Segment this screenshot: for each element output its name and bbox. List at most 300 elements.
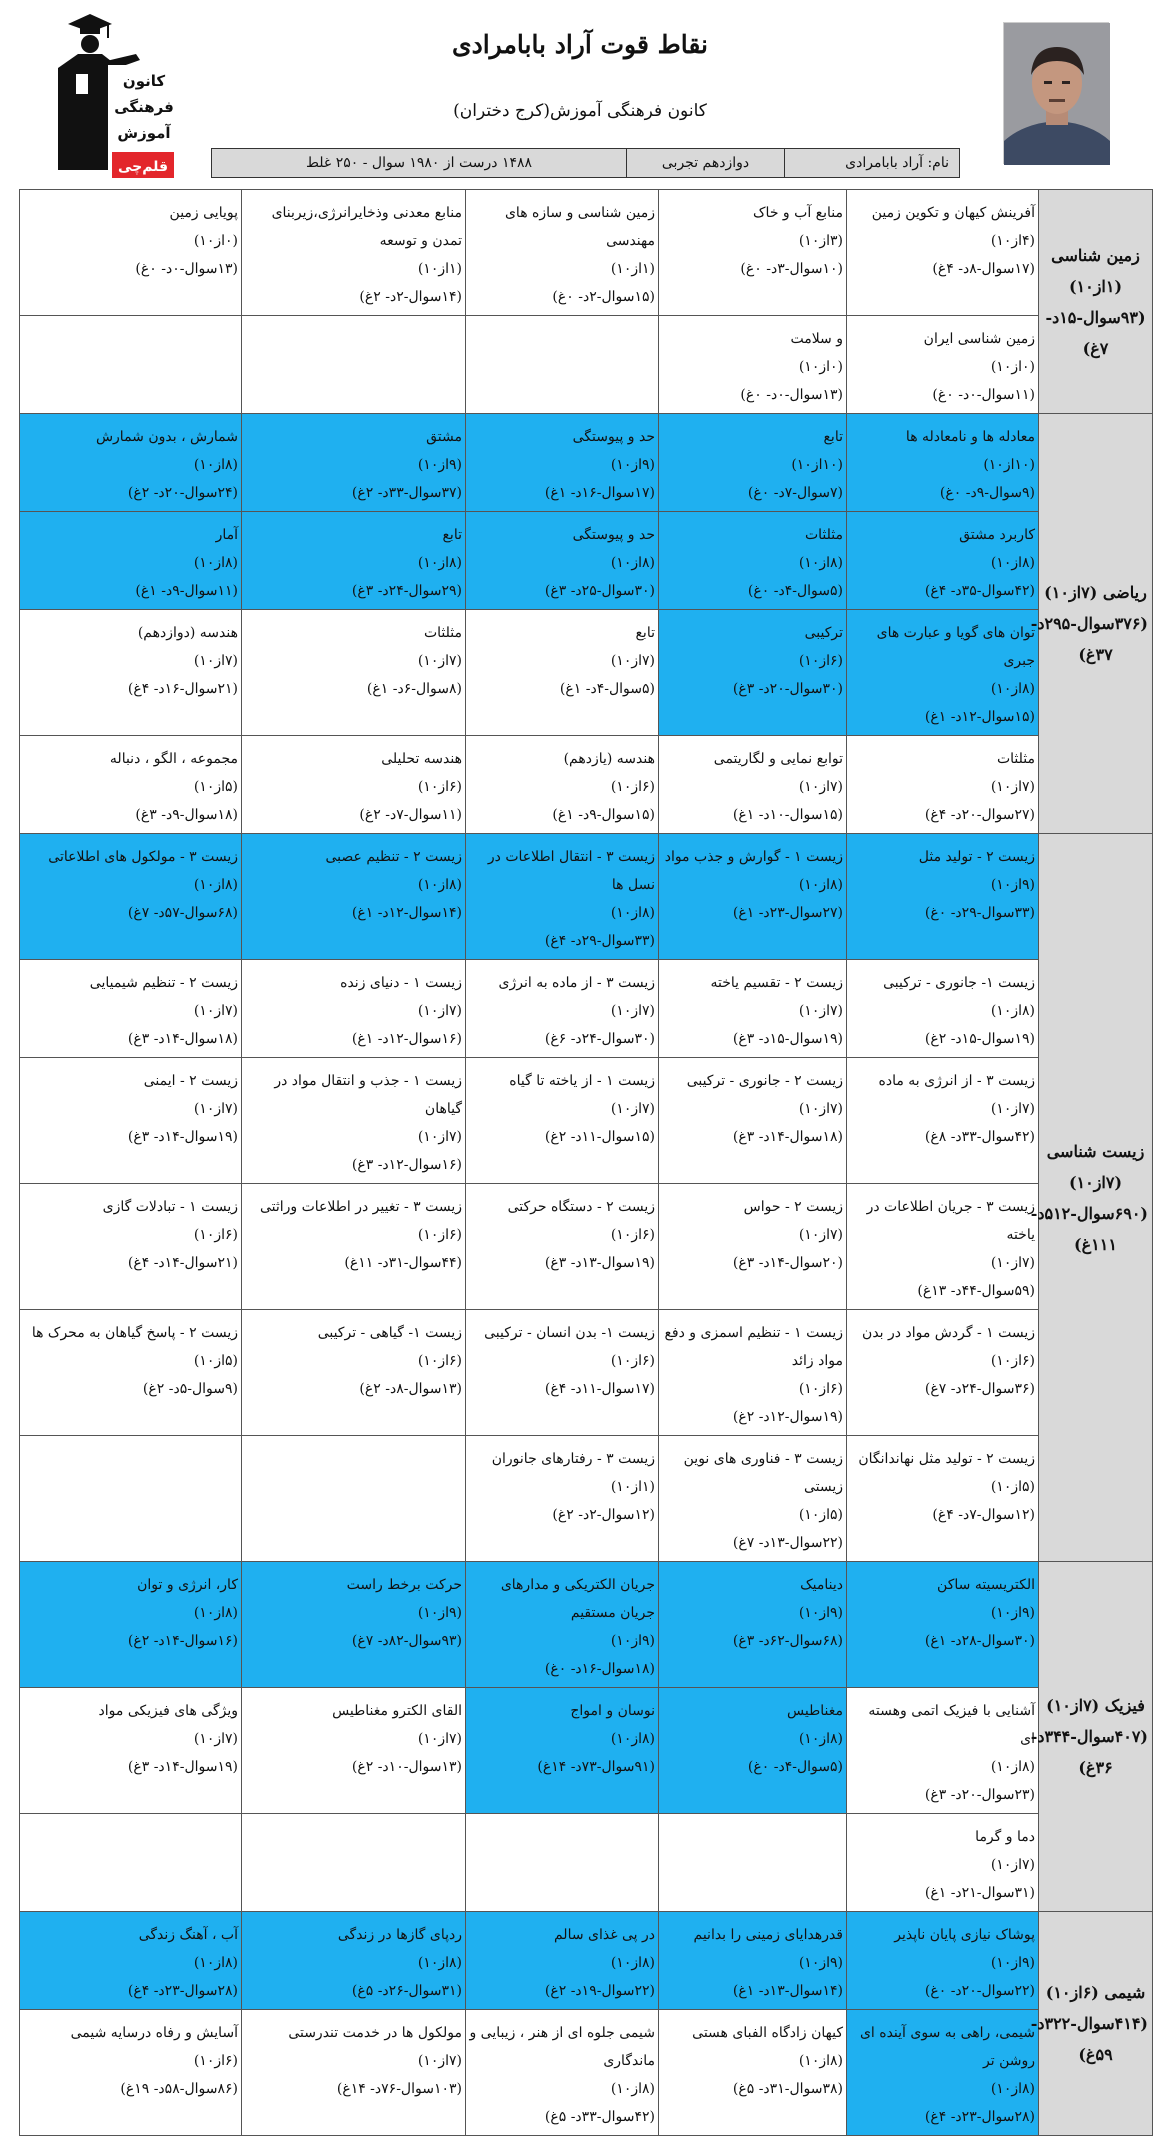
- topic-name: پویایی زمین: [169, 205, 238, 221]
- table-row: [20, 1814, 1153, 1912]
- topic-stats: (۱۱سوال-۷د- ۲غ): [359, 807, 462, 823]
- topic-name: مشتق: [426, 429, 462, 445]
- topic-stats: (۴۲سوال-۳۳د- ۵غ): [544, 2109, 655, 2125]
- topic-cell: [847, 834, 1039, 960]
- topic-cell: [242, 1688, 466, 1814]
- table-row: [20, 1688, 1153, 1814]
- topic-cell: [466, 190, 659, 316]
- subject-stats: (۹۳سوال-۱۵د- ۷غ): [1045, 307, 1146, 358]
- topic-cell: [20, 414, 242, 512]
- topic-name: زیست ۳ - مولکول های اطلاعاتی: [48, 849, 238, 865]
- student-grade: دوازدهم تجربی: [626, 149, 784, 177]
- table-row: [20, 414, 1153, 512]
- topic-name: آشنایی با فیزیک اتمی وهسته ای: [868, 1703, 1035, 1747]
- topic-cell: [847, 1058, 1039, 1184]
- topic-score: (۷از۱۰): [193, 1101, 238, 1117]
- topic-cell: [242, 190, 466, 316]
- topic-cell: [20, 1184, 242, 1310]
- topic-name: نوسان و امواج: [570, 1703, 655, 1719]
- topic-score: (۸از۱۰): [798, 877, 843, 893]
- topic-name: آفرینش کیهان و تکوین زمین: [871, 205, 1035, 221]
- topic-stats: (۵سوال-۴د- ۰غ): [747, 1759, 843, 1775]
- table-row: [20, 1310, 1153, 1436]
- topic-stats: (۲۷سوال-۲۳د- ۱غ): [732, 905, 843, 921]
- topic-stats: (۲۲سوال-۱۹د- ۲غ): [544, 1983, 655, 1999]
- topic-cell: [242, 1184, 466, 1310]
- topic-cell: [20, 1310, 242, 1436]
- topic-score: (۵از۱۰): [798, 1507, 843, 1523]
- topic-cell: [847, 512, 1039, 610]
- page-subtitle: کانون فرهنگی آموزش(کرج دختران): [453, 101, 707, 121]
- topic-score: (۷از۱۰): [798, 1101, 843, 1117]
- topic-score: (۷از۱۰): [417, 1731, 462, 1747]
- topic-cell: [847, 1310, 1039, 1436]
- table-row: [20, 1058, 1153, 1184]
- topic-score: (۷از۱۰): [990, 1101, 1035, 1117]
- overall-stats: ۱۴۸۸ درست از ۱۹۸۰ سوال - ۲۵۰ غلط: [306, 155, 533, 171]
- strengths-table-container: [19, 189, 1152, 2125]
- topic-stats: (۹۳سوال-۸۲د- ۷غ): [351, 1633, 462, 1649]
- topic-cell: [20, 512, 242, 610]
- topic-name: زیست ۲ - تقسیم یاخته: [710, 975, 843, 991]
- topic-stats: (۳۱سوال-۲۶د- ۵غ): [351, 1983, 462, 1999]
- topic-name: زیست ۳ - از انرژی به ماده: [878, 1073, 1035, 1089]
- topic-stats: (۲۲سوال-۲۰د- ۰غ): [924, 1983, 1035, 1999]
- topic-cell: [20, 960, 242, 1058]
- topic-score: (۶از۱۰): [798, 1381, 843, 1397]
- topic-cell: [242, 1310, 466, 1436]
- topic-name: شیمی جلوه ای از هنر ، زیبایی و ماندگاری: [469, 2025, 655, 2069]
- topic-stats: (۱۸سوال-۱۴د- ۳غ): [127, 1031, 238, 1047]
- topic-name: شمارش ، بدون شمارش: [95, 429, 238, 445]
- topic-cell: [20, 190, 242, 316]
- topic-name: آب ، آهنگ زندگی: [138, 1927, 238, 1943]
- topic-score: (۰از۱۰): [798, 359, 843, 375]
- topic-name: زیست ۱ - جذب و انتقال مواد در گیاهان: [274, 1073, 462, 1117]
- topic-stats: (۱۲سوال-۷د- ۴غ): [932, 1507, 1035, 1523]
- topic-cell: [847, 1562, 1039, 1688]
- topic-stats: (۱۲سوال-۲د- ۲غ): [552, 1507, 655, 1523]
- topic-score: (۷از۱۰): [610, 1101, 655, 1117]
- empty-cell: [466, 316, 659, 414]
- topic-stats: (۱۳سوال-۰د- ۰غ): [740, 387, 843, 403]
- topic-stats: (۳۰سوال-۲۵د- ۳غ): [544, 583, 655, 599]
- topic-cell: [659, 736, 847, 834]
- topic-name: زیست ۲ - تولید مثل: [918, 849, 1035, 865]
- topic-score: (۷از۱۰): [990, 1857, 1035, 1873]
- topic-name: حرکت برخط راست: [346, 1577, 462, 1593]
- topic-score: (۸از۱۰): [193, 1955, 238, 1971]
- topic-cell: [20, 1688, 242, 1814]
- topic-cell: [847, 190, 1039, 316]
- topic-score: (۸از۱۰): [193, 457, 238, 473]
- topic-cell: [242, 414, 466, 512]
- topic-cell: [847, 1912, 1039, 2010]
- topic-cell: [466, 414, 659, 512]
- topic-score: (۴از۱۰): [990, 233, 1035, 249]
- topic-stats: (۱۶سوال-۱۴د- ۲غ): [127, 1633, 238, 1649]
- topic-stats: (۳۱سوال-۲۱د- ۱غ): [924, 1885, 1035, 1901]
- topic-stats: (۹سوال-۵د- ۲غ): [142, 1381, 238, 1397]
- topic-cell: [466, 1058, 659, 1184]
- subject-stats: (۴۱۴سوال-۳۲۲د- ۵۹غ): [1030, 2014, 1148, 2064]
- topic-name: مغناطیس: [787, 1703, 843, 1719]
- topic-stats: (۲۱سوال-۱۶د- ۴غ): [127, 681, 238, 697]
- topic-name: زیست ۳ - از ماده به انرژی: [498, 975, 655, 991]
- topic-stats: (۱۶سوال-۱۲د- ۳غ): [351, 1157, 462, 1173]
- topic-cell: [466, 960, 659, 1058]
- topic-score: (۷از۱۰): [798, 1227, 843, 1243]
- logo-text-1: کانون: [122, 72, 166, 90]
- topic-stats: (۲۸سوال-۲۳د- ۴غ): [924, 2109, 1035, 2125]
- topic-stats: (۵۹سوال-۴۴د- ۱۳غ): [917, 1283, 1035, 1299]
- topic-score: (۶از۱۰): [417, 1227, 462, 1243]
- topic-cell: [466, 1688, 659, 1814]
- topic-name: مولکول ها در خدمت تندرستی: [288, 2025, 462, 2041]
- topic-name: زیست ۱ - تبادلات گازی: [102, 1199, 238, 1215]
- topic-stats: (۴۴سوال-۳۱د- ۱۱غ): [344, 1255, 462, 1271]
- topic-cell: [242, 1058, 466, 1184]
- topic-score: (۵از۱۰): [193, 1353, 238, 1369]
- topic-score: (۷از۱۰): [417, 653, 462, 669]
- subject-stats: (۶۹۰سوال-۵۱۲د- ۱۱۱غ): [1030, 1203, 1148, 1254]
- topic-cell: [242, 1562, 466, 1688]
- topic-stats: (۱۰۳سوال-۷۶د- ۱۴غ): [336, 2081, 462, 2097]
- topic-stats: (۱۷سوال-۱۱د- ۴غ): [544, 1381, 655, 1397]
- topic-stats: (۲۹سوال-۲۴د- ۳غ): [351, 583, 462, 599]
- table-row: [20, 736, 1153, 834]
- topic-stats: (۶۸سوال-۵۷د- ۷غ): [127, 905, 238, 921]
- topic-name: هندسه تحلیلی: [381, 751, 462, 767]
- topic-name: آمار: [215, 527, 238, 543]
- topic-score: (۸از۱۰): [417, 1955, 462, 1971]
- topic-name: دما و گرما: [975, 1829, 1035, 1845]
- topic-name: ردپای گازها در زندگی: [337, 1927, 462, 1943]
- subject-cell: [1030, 1562, 1153, 1912]
- topic-score: (۹از۱۰): [990, 877, 1035, 893]
- topic-score: (۷از۱۰): [417, 1129, 462, 1145]
- topic-cell: [20, 736, 242, 834]
- topic-stats: (۱۹سوال-۱۴د- ۳غ): [127, 1759, 238, 1775]
- topic-stats: (۲۲سوال-۱۳د- ۷غ): [732, 1535, 843, 1551]
- topic-name: توان های گویا و عبارت های جبری: [876, 625, 1035, 669]
- topic-cell: [20, 1912, 242, 2010]
- topic-score: (۶از۱۰): [798, 653, 843, 669]
- topic-name: مثلثات: [804, 527, 843, 543]
- topic-score: (۶از۱۰): [610, 779, 655, 795]
- topic-stats: (۳۸سوال-۳۱د- ۵غ): [732, 2081, 843, 2097]
- topic-name: زیست ۳ - تغییر در اطلاعات وراثتی: [259, 1199, 462, 1215]
- topic-cell: [659, 316, 847, 414]
- topic-stats: (۳۶سوال-۲۴د- ۷غ): [924, 1381, 1035, 1397]
- topic-cell: [659, 1058, 847, 1184]
- table-row: [20, 1562, 1153, 1688]
- topic-cell: [242, 610, 466, 736]
- topic-score: (۷از۱۰): [990, 779, 1035, 795]
- topic-stats: (۱۸سوال-۱۴د- ۳غ): [732, 1129, 843, 1145]
- subject-title: زیست شناسی (۷از۱۰): [1046, 1141, 1145, 1192]
- topic-score: (۶از۱۰): [610, 1353, 655, 1369]
- table-row: [20, 2010, 1153, 2136]
- topic-cell: [847, 1814, 1039, 1912]
- topic-name: زیست ۱- جانوری - ترکیبی: [883, 975, 1035, 991]
- topic-cell: [659, 2010, 847, 2136]
- topic-name: زیست ۲ - تنظیم شیمیایی: [89, 975, 238, 991]
- topic-cell: [847, 1688, 1039, 1814]
- topic-name: جریان الکتریکی و مدارهای جریان مستقیم: [500, 1577, 655, 1621]
- kanoon-logo: [50, 10, 180, 182]
- topic-stats: (۱۹سوال-۱۴د- ۳غ): [127, 1129, 238, 1145]
- topic-score: (۱از۱۰): [610, 1479, 655, 1495]
- topic-name: پوشاک نیازی پایان ناپذیر: [894, 1927, 1035, 1943]
- topic-cell: [847, 1436, 1039, 1562]
- empty-cell: [659, 1814, 847, 1912]
- topic-score: (۷از۱۰): [610, 1003, 655, 1019]
- topic-name: زیست ۱- بدن انسان - ترکیبی: [484, 1325, 655, 1341]
- topic-score: (۸از۱۰): [990, 555, 1035, 571]
- student-photo: [1003, 22, 1109, 164]
- topic-score: (۸از۱۰): [798, 555, 843, 571]
- empty-cell: [242, 316, 466, 414]
- subject-title: ریاضی (۷از۱۰): [1044, 583, 1147, 602]
- topic-cell: [659, 610, 847, 736]
- topic-stats: (۳۰سوال-۲۸د- ۱غ): [924, 1633, 1035, 1649]
- table-row: [20, 960, 1153, 1058]
- topic-cell: [242, 736, 466, 834]
- logo-text-2: فرهنگی: [114, 98, 174, 116]
- topic-name: زیست ۱ - دنیای زنده: [340, 975, 462, 991]
- topic-stats: (۱۷سوال-۱۶د- ۱غ): [544, 485, 655, 501]
- topic-name: زمین شناسی ایران: [923, 331, 1035, 347]
- topic-stats: (۱۶سوال-۱۲د- ۱غ): [351, 1031, 462, 1047]
- topic-score: (۳از۱۰): [798, 233, 843, 249]
- topic-stats: (۲۳سوال-۲۰د- ۳غ): [924, 1787, 1035, 1803]
- topic-score: (۸از۱۰): [610, 1955, 655, 1971]
- topic-name: مجموعه ، الگو ، دنباله: [109, 751, 238, 767]
- topic-stats: (۱۴سوال-۲د- ۲غ): [359, 289, 462, 305]
- topic-cell: [847, 610, 1039, 736]
- topic-score: (۹از۱۰): [417, 457, 462, 473]
- topic-stats: (۷سوال-۷د- ۰غ): [747, 485, 843, 501]
- topic-stats: (۹سوال-۹د- ۰غ): [939, 485, 1035, 501]
- topic-cell: [659, 960, 847, 1058]
- topic-stats: (۶۸سوال-۶۲د- ۳غ): [732, 1633, 843, 1649]
- topic-name: تابع: [442, 527, 462, 543]
- topic-name: منابع آب و خاک: [753, 205, 843, 221]
- topic-name: دینامیک: [800, 1577, 843, 1593]
- topic-score: (۷از۱۰): [417, 2053, 462, 2069]
- report-header: [0, 0, 1156, 186]
- topic-cell: [466, 1912, 659, 2010]
- topic-name: زیست ۱- گیاهی - ترکیبی: [317, 1325, 462, 1341]
- topic-cell: [466, 1436, 659, 1562]
- subject-stats: (۴۰۷سوال-۳۴۴د- ۳۶غ): [1030, 1727, 1148, 1777]
- topic-name: حد و پیوستگی: [572, 429, 655, 445]
- topic-cell: [242, 960, 466, 1058]
- topic-cell: [659, 1310, 847, 1436]
- topic-score: (۱۰از۱۰): [791, 457, 843, 473]
- topic-name: هندسه (یازدهم): [563, 751, 655, 767]
- topic-name: زمین شناسی و سازه های مهندسی: [504, 205, 655, 249]
- table-row: [20, 1436, 1153, 1562]
- topic-stats: (۲۷سوال-۲۰د- ۴غ): [924, 807, 1035, 823]
- topic-cell: [659, 414, 847, 512]
- topic-stats: (۱۹سوال-۱۵د- ۳غ): [732, 1031, 843, 1047]
- topic-stats: (۱۱سوال-۹د- ۱غ): [135, 583, 238, 599]
- topic-name: زیست ۳ - انتقال اطلاعات در نسل ها: [487, 849, 655, 893]
- topic-score: (۸از۱۰): [417, 877, 462, 893]
- page-title: نقاط قوت آراد بابامرادی: [452, 30, 708, 59]
- topic-score: (۶از۱۰): [417, 779, 462, 795]
- topic-cell: [847, 2010, 1039, 2136]
- subject-title: شیمی (۶از۱۰): [1045, 1983, 1146, 2002]
- topic-score: (۸از۱۰): [990, 2081, 1035, 2097]
- topic-name: کار، انرژی و توان: [137, 1577, 238, 1593]
- topic-score: (۸از۱۰): [193, 877, 238, 893]
- topic-name: زیست ۲ - جانوری - ترکیبی: [686, 1073, 843, 1089]
- topic-stats: (۱۹سوال-۱۵د- ۲غ): [924, 1031, 1035, 1047]
- logo-text-3: آموزش: [117, 124, 171, 142]
- topic-stats: (۱۵سوال-۱۱د- ۲غ): [544, 1129, 655, 1145]
- topic-score: (۹از۱۰): [990, 1605, 1035, 1621]
- topic-name: زیست ۳ - جریان اطلاعات در یاخته: [866, 1199, 1035, 1243]
- topic-cell: [659, 1562, 847, 1688]
- topic-cell: [466, 1310, 659, 1436]
- topic-cell: [466, 1184, 659, 1310]
- topic-score: (۷از۱۰): [990, 1255, 1035, 1271]
- topic-name: الکتریسیته ساکن: [937, 1577, 1035, 1593]
- topic-score: (۰از۱۰): [193, 233, 238, 249]
- topic-score: (۸از۱۰): [610, 1731, 655, 1747]
- table-row: [20, 316, 1153, 414]
- topic-cell: [242, 1912, 466, 2010]
- topic-name: تابع: [823, 429, 843, 445]
- topic-score: (۷از۱۰): [193, 1731, 238, 1747]
- topic-score: (۹از۱۰): [798, 1605, 843, 1621]
- topic-score: (۹از۱۰): [610, 1633, 655, 1649]
- topic-stats: (۱۳سوال-۱۰د- ۲غ): [351, 1759, 462, 1775]
- subject-title: فیزیک (۷از۱۰): [1046, 1696, 1145, 1715]
- topic-name: شیمی، راهی به سوی آینده ای روشن تر: [859, 2025, 1035, 2069]
- topic-cell: [847, 316, 1039, 414]
- subject-cell: [1030, 414, 1153, 834]
- topic-score: (۶از۱۰): [193, 2053, 238, 2069]
- subject-cell: [1030, 1912, 1153, 2136]
- topic-cell: [242, 834, 466, 960]
- topic-score: (۷از۱۰): [798, 779, 843, 795]
- topic-score: (۷از۱۰): [798, 1003, 843, 1019]
- topic-name: زیست ۲ - تنظیم عصبی: [325, 849, 462, 865]
- empty-cell: [466, 1814, 659, 1912]
- topic-stats: (۱۹سوال-۱۲د- ۲غ): [732, 1409, 843, 1425]
- topic-cell: [659, 834, 847, 960]
- topic-cell: [20, 1058, 242, 1184]
- topic-score: (۸از۱۰): [798, 2053, 843, 2069]
- topic-cell: [20, 2010, 242, 2136]
- strengths-table: [19, 189, 1153, 2136]
- topic-cell: [847, 1184, 1039, 1310]
- table-row: [20, 1912, 1153, 2010]
- topic-score: (۶از۱۰): [193, 1227, 238, 1243]
- topic-name: در پی غذای سالم: [553, 1927, 655, 1943]
- topic-stats: (۳۷سوال-۳۳د- ۲غ): [351, 485, 462, 501]
- topic-stats: (۱۱سوال-۰د- ۰غ): [932, 387, 1035, 403]
- topic-score: (۷از۱۰): [610, 653, 655, 669]
- topic-cell: [847, 736, 1039, 834]
- topic-name: ترکیبی: [804, 625, 843, 641]
- topic-cell: [466, 610, 659, 736]
- topic-stats: (۱۵سوال-۱۰د- ۱غ): [732, 807, 843, 823]
- topic-stats: (۳۳سوال-۲۹د- ۴غ): [544, 933, 655, 949]
- topic-name: زیست ۲ - تولید مثل نهاندانگان: [858, 1451, 1035, 1467]
- topic-score: (۸از۱۰): [610, 905, 655, 921]
- topic-score: (۹از۱۰): [417, 1605, 462, 1621]
- topic-cell: [659, 1912, 847, 2010]
- topic-stats: (۲۴سوال-۲۰د- ۲غ): [127, 485, 238, 501]
- topic-name: زیست ۱ - گوارش و جذب مواد: [664, 849, 843, 865]
- topic-score: (۸از۱۰): [990, 1759, 1035, 1775]
- topic-name: کاربرد مشتق: [959, 527, 1035, 543]
- topic-score: (۶از۱۰): [610, 1227, 655, 1243]
- table-row: [20, 512, 1153, 610]
- topic-name: توابع نمایی و لگاریتمی: [713, 751, 843, 767]
- topic-stats: (۱۴سوال-۱۲د- ۱غ): [351, 905, 462, 921]
- topic-stats: (۱۵سوال-۹د- ۱غ): [552, 807, 655, 823]
- topic-score: (۸از۱۰): [798, 1731, 843, 1747]
- topic-score: (۸از۱۰): [193, 1605, 238, 1621]
- topic-score: (۹از۱۰): [798, 1955, 843, 1971]
- empty-cell: [242, 1814, 466, 1912]
- topic-name: زیست ۲ - دستگاه حرکتی: [507, 1199, 655, 1215]
- topic-name: معادله ها و نامعادله ها: [905, 429, 1035, 445]
- topic-score: (۸از۱۰): [990, 1003, 1035, 1019]
- topic-score: (۸از۱۰): [417, 555, 462, 571]
- empty-cell: [20, 1814, 242, 1912]
- topic-stats: (۸۶سوال-۵۸د- ۱۹غ): [120, 2081, 238, 2097]
- topic-name: زیست ۱ - تنظیم اسمزی و دفع مواد زائد: [664, 1325, 843, 1369]
- topic-stats: (۹۱سوال-۷۳د- ۱۴غ): [537, 1759, 655, 1775]
- student-info-bar: [211, 148, 960, 178]
- topic-score: (۶از۱۰): [417, 1353, 462, 1369]
- topic-score: (۵از۱۰): [193, 779, 238, 795]
- topic-score: (۹از۱۰): [610, 457, 655, 473]
- topic-stats: (۱۳سوال-۸د- ۲غ): [359, 1381, 462, 1397]
- topic-name: حد و پیوستگی: [572, 527, 655, 543]
- topic-name: قدرهدایای زمینی را بدانیم: [693, 1927, 843, 1943]
- topic-score: (۱از۱۰): [610, 261, 655, 277]
- topic-score: (۹از۱۰): [990, 1955, 1035, 1971]
- topic-stats: (۱۵سوال-۱۲د- ۱غ): [924, 709, 1035, 725]
- topic-score: (۸از۱۰): [610, 555, 655, 571]
- topic-name: زیست ۳ - فناوری های نوین زیستی: [683, 1451, 843, 1495]
- topic-stats: (۱۴سوال-۱۳د- ۱غ): [732, 1983, 843, 1999]
- topic-stats: (۱۰سوال-۳د- ۰غ): [740, 261, 843, 277]
- topic-stats: (۲۸سوال-۲۳د- ۴غ): [127, 1983, 238, 1999]
- topic-cell: [466, 1562, 659, 1688]
- topic-cell: [659, 1436, 847, 1562]
- table-row: [20, 834, 1153, 960]
- topic-stats: (۳۰سوال-۲۴د- ۶غ): [544, 1031, 655, 1047]
- topic-stats: (۱۸سوال-۹د- ۳غ): [135, 807, 238, 823]
- topic-cell: [466, 736, 659, 834]
- topic-score: (۷از۱۰): [417, 1003, 462, 1019]
- topic-cell: [20, 1562, 242, 1688]
- topic-cell: [847, 414, 1039, 512]
- topic-cell: [659, 1688, 847, 1814]
- topic-score: (۰از۱۰): [990, 359, 1035, 375]
- topic-stats: (۲۰سوال-۱۴د- ۳غ): [732, 1255, 843, 1271]
- topic-name: تابع: [635, 625, 655, 641]
